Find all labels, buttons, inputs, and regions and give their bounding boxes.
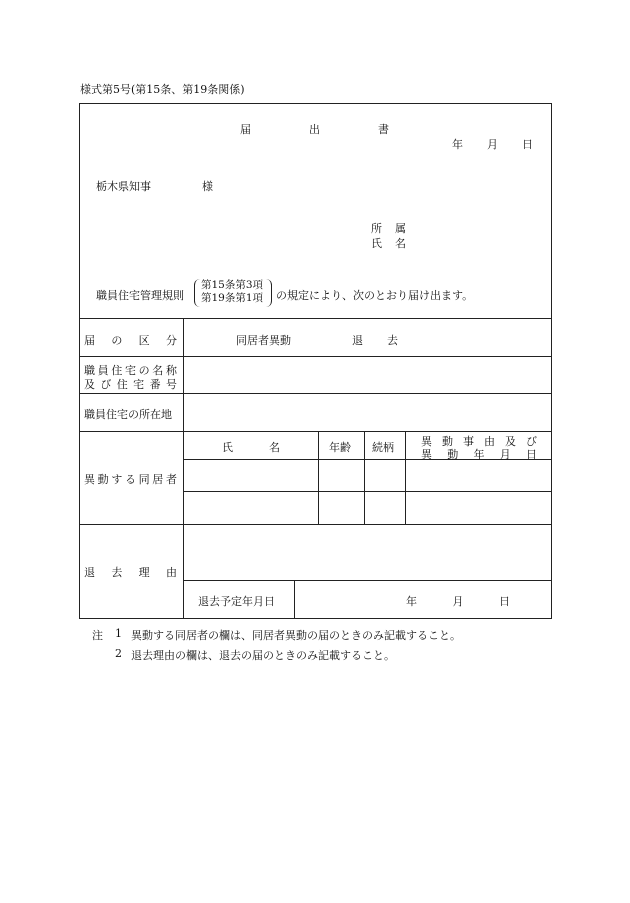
divider [79, 393, 552, 394]
regulation-suffix: の規定により、次のとおり届け出ます。 [276, 289, 474, 302]
column-divider [294, 580, 295, 618]
note-text: 異動する同居者の欄は、同居者異動の届のときのみ記載すること。 [131, 629, 461, 642]
note-number: 1 [115, 627, 122, 640]
cohabitant-label: 異 動 す る 同 居 者 [84, 473, 177, 486]
addressee: 栃木県知事 [96, 180, 151, 193]
note-text: 退去理由の欄は、退去の届のときのみ記載すること。 [131, 649, 395, 662]
addressee-suffix: 様 [202, 180, 213, 193]
notes-prefix: 注 [92, 629, 103, 642]
housing-location-label: 職員住宅の所在地 [84, 408, 172, 421]
leave-reason-label: 退 去 理 由 [84, 566, 177, 579]
divider [183, 580, 552, 581]
header-relation: 続柄 [372, 441, 394, 454]
header-reason: 異 動 事 由 及 び [421, 435, 537, 448]
column-divider [405, 431, 406, 524]
note-number: 2 [115, 647, 122, 660]
divider [79, 356, 552, 357]
form-reference: 様式第5号(第15条、第19条関係) [80, 83, 245, 96]
name-label: 氏 名 [371, 237, 406, 250]
option-move-out: 退 去 [352, 334, 398, 347]
leave-date-label: 退去予定年月日 [198, 595, 275, 608]
divider [79, 431, 552, 432]
housing-number-label: 及 び 住 宅 番 号 [84, 378, 177, 391]
header-age: 年齢 [329, 441, 351, 454]
header-name: 氏 名 [222, 441, 280, 454]
regulation-articles: 第15条第3項 第19条第1項 [194, 279, 272, 307]
form-title: 届 出 書 [240, 123, 389, 136]
affiliation-label: 所 属 [371, 222, 406, 235]
option-cohabitant-change: 同居者異動 [236, 334, 291, 347]
regulation-name: 職員住宅管理規則 [96, 289, 184, 302]
column-divider [364, 431, 365, 524]
housing-name-label: 職 員 住 宅 の 名 称 [84, 364, 177, 377]
divider [79, 318, 552, 319]
submission-date: 年 月 日 [452, 138, 533, 151]
leave-date-parts: 年 月 日 [406, 595, 510, 608]
column-divider [318, 431, 319, 524]
header-change-date: 異 動 年 月 日 [421, 448, 537, 461]
divider [183, 491, 552, 492]
divider [79, 524, 552, 525]
category-label: 届 の 区 分 [84, 334, 177, 347]
column-divider [183, 318, 184, 618]
